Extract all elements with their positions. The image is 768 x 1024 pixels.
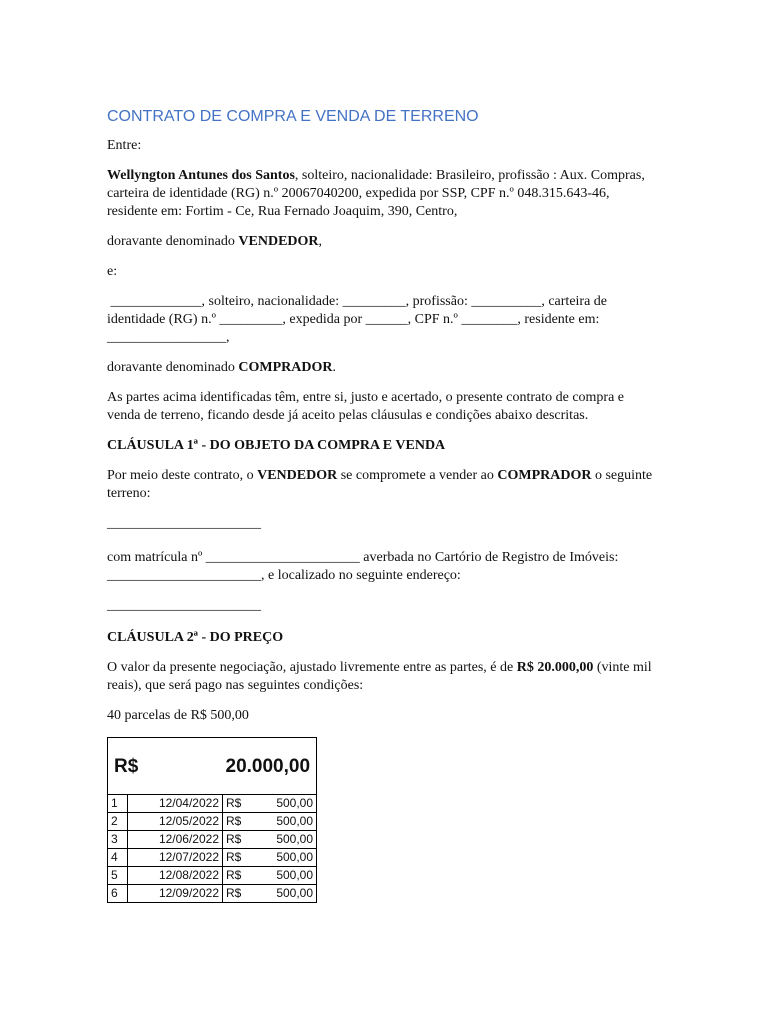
comprador-denomination bbox=[107, 359, 659, 377]
denomination-prefix: doravante denominado bbox=[107, 360, 239, 375]
installment-number: 6 bbox=[108, 885, 128, 903]
installment-amount: 500,00 bbox=[276, 796, 314, 810]
installments-table bbox=[107, 737, 317, 903]
installment-number: 4 bbox=[108, 849, 128, 867]
table-row bbox=[108, 813, 317, 831]
installment-value bbox=[223, 813, 317, 831]
clausula-1-text-c: o seguinte terreno: bbox=[107, 468, 653, 501]
e-label: e: bbox=[107, 264, 118, 279]
installment-value bbox=[223, 795, 317, 813]
installment-value bbox=[223, 885, 317, 903]
table-row bbox=[108, 831, 317, 849]
installment-amount: 500,00 bbox=[276, 868, 314, 882]
total-value: 20.000,00 bbox=[223, 738, 317, 795]
installment-currency: R$ bbox=[226, 796, 242, 810]
vendedor-details: , solteiro, nacionalidade: Brasileiro, profissão : Aux. Compras, carteira de identidade (RG) n.º 20067040200, expedida por SSP, CPF n.º 048.315.643-46, residente em: Fortim - Ce, Rua Fernado Joaquim, 390, Centro, bbox=[107, 168, 645, 219]
installment-value bbox=[223, 867, 317, 885]
installment-date: 12/09/2022 bbox=[128, 885, 223, 903]
total-currency: R$ bbox=[108, 738, 223, 795]
installment-date: 12/07/2022 bbox=[128, 849, 223, 867]
clausula-1-text-b: se compromete a vender ao bbox=[337, 468, 498, 483]
parcelas-line: 40 parcelas de R$ 500,00 bbox=[107, 708, 249, 723]
installment-amount: 500,00 bbox=[276, 814, 314, 828]
table-row bbox=[108, 849, 317, 867]
vendedor-paragraph bbox=[107, 167, 659, 221]
installment-number: 1 bbox=[108, 795, 128, 813]
partes-paragraph: As partes acima identificadas têm, entre si, justo e acertado, o presente contrato de compra e venda de terreno, ficando desde já aceito pelas cláusulas e condições abaixo descritas. bbox=[107, 390, 625, 423]
clausula-1-text-a: Por meio deste contrato, o bbox=[107, 468, 258, 483]
vendedor-name: Wellyngton Antunes dos Santos bbox=[107, 168, 295, 183]
installment-amount: 500,00 bbox=[276, 886, 314, 900]
document-body bbox=[107, 107, 659, 903]
table-row bbox=[108, 885, 317, 903]
installment-currency: R$ bbox=[226, 832, 242, 846]
comprador-role: COMPRADOR bbox=[238, 360, 333, 375]
installment-number: 3 bbox=[108, 831, 128, 849]
comprador-paragraph: _____________, solteiro, nacionalidade: _________, profissão: __________, carteira de identidade (RG) n.º _________, expedida por ______, CPF n.º ________, residente em: _________________, bbox=[107, 294, 611, 345]
contract-title: CONTRATO DE COMPRA E VENDA DE TERRENO bbox=[107, 108, 479, 125]
entre-label: Entre: bbox=[107, 138, 142, 153]
clausula-2-paragraph bbox=[107, 659, 659, 695]
endereco-blank: ______________________ bbox=[107, 598, 261, 613]
denomination-suffix: , bbox=[318, 234, 323, 249]
clausula-1-vendedor: VENDEDOR bbox=[257, 468, 338, 483]
installment-number: 5 bbox=[108, 867, 128, 885]
clausula-2-valor: R$ 20.000,00 bbox=[516, 660, 594, 675]
installment-amount: 500,00 bbox=[276, 850, 314, 864]
clausula-1-heading: CLÁUSULA 1ª - DO OBJETO DA COMPRA E VENDA bbox=[107, 438, 446, 453]
clausula-1-paragraph bbox=[107, 467, 659, 503]
clausula-1-comprador: COMPRADOR bbox=[497, 468, 592, 483]
vendedor-denomination bbox=[107, 233, 659, 251]
installment-date: 12/06/2022 bbox=[128, 831, 223, 849]
matricula-paragraph: com matrícula nº ______________________ averbada no Cartório de Registro de Imóveis: ______________________, e localizado no seguinte endereço: bbox=[107, 550, 619, 583]
installment-currency: R$ bbox=[226, 886, 242, 900]
installment-currency: R$ bbox=[226, 850, 242, 864]
clausula-2-text-b: (vinte mil reais), que será pago nas seguintes condições: bbox=[107, 660, 652, 693]
vendedor-role: VENDEDOR bbox=[238, 234, 319, 249]
installment-currency: R$ bbox=[226, 814, 242, 828]
denomination-suffix: . bbox=[332, 360, 337, 375]
installment-currency: R$ bbox=[226, 868, 242, 882]
installment-value bbox=[223, 831, 317, 849]
installment-date: 12/05/2022 bbox=[128, 813, 223, 831]
terreno-blank: ______________________ bbox=[107, 516, 261, 531]
installment-number: 2 bbox=[108, 813, 128, 831]
table-row bbox=[108, 867, 317, 885]
installment-date: 12/08/2022 bbox=[128, 867, 223, 885]
clausula-2-text-a: O valor da presente negociação, ajustado livremente entre as partes, é de bbox=[107, 660, 517, 675]
table-row bbox=[108, 795, 317, 813]
installment-amount: 500,00 bbox=[276, 832, 314, 846]
installments-total-row bbox=[108, 738, 317, 795]
installment-value bbox=[223, 849, 317, 867]
denomination-prefix: doravante denominado bbox=[107, 234, 239, 249]
clausula-2-heading: CLÁUSULA 2ª - DO PREÇO bbox=[107, 630, 284, 645]
installment-date: 12/04/2022 bbox=[128, 795, 223, 813]
